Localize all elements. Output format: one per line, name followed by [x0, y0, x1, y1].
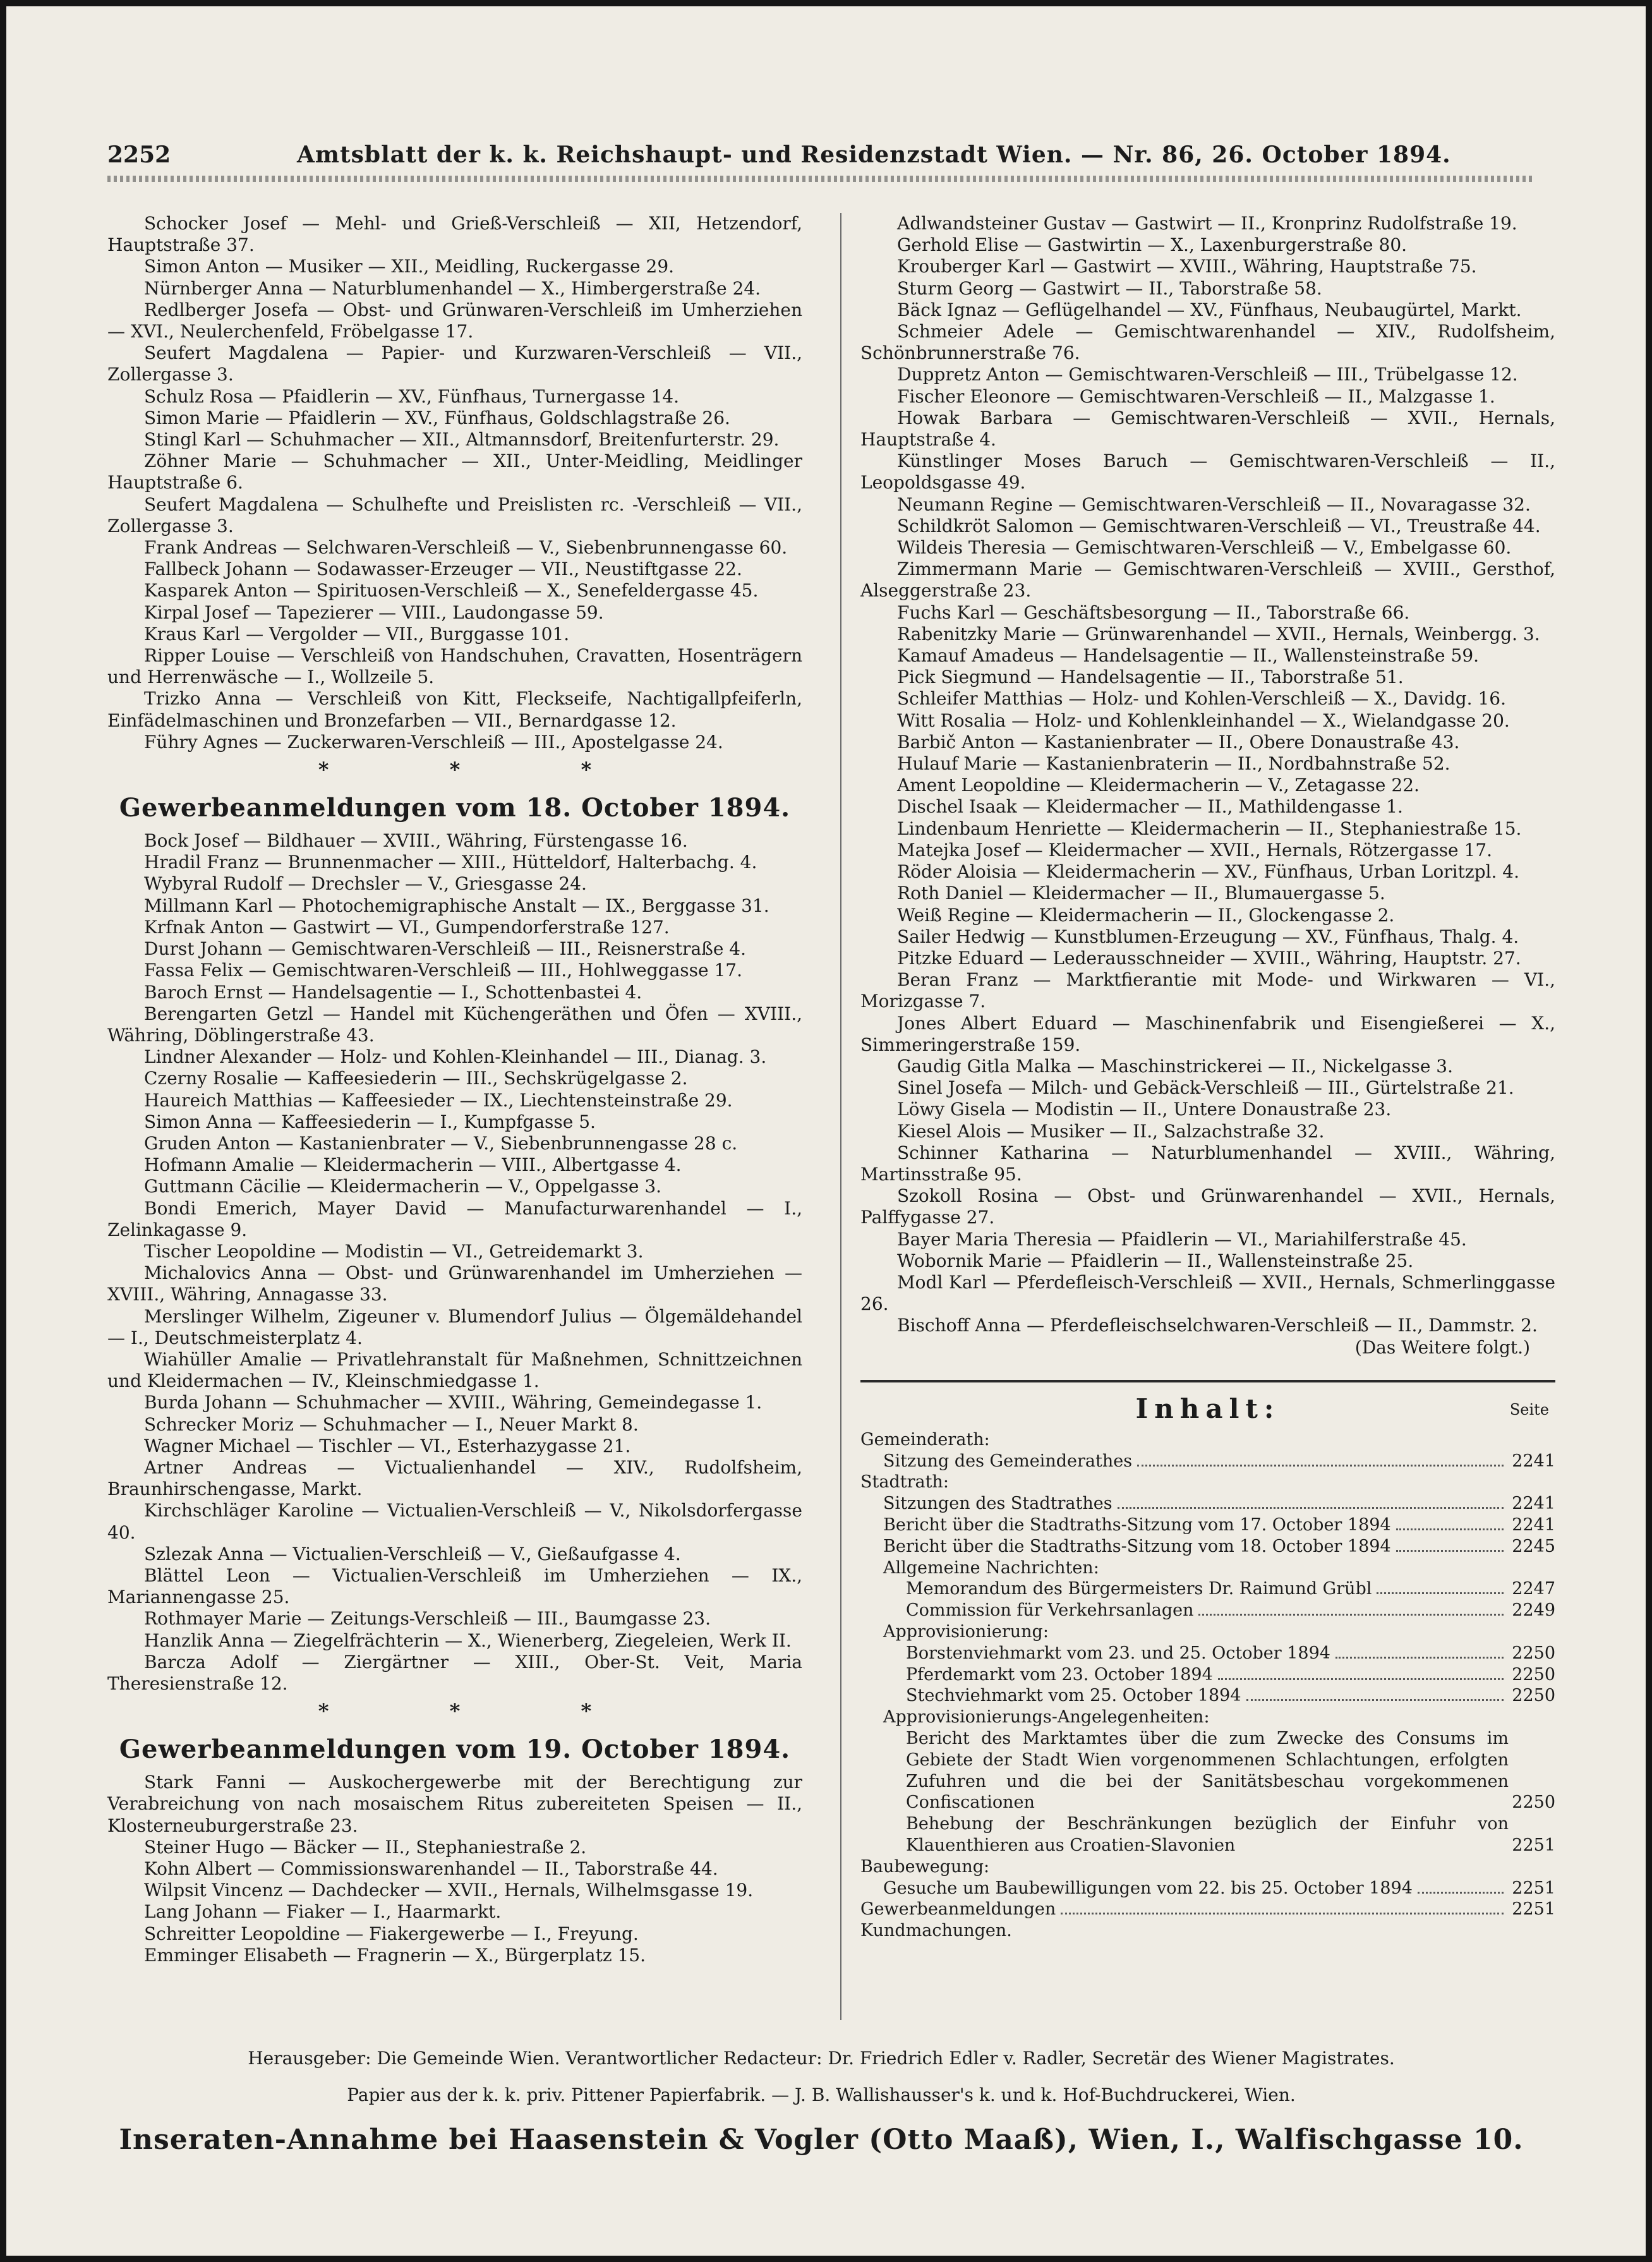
toc-item — [860, 1643, 1555, 1664]
notice-entry: Guttmann Cäcilie — Kleidermacherin — V., Oppelgasse 3. — [144, 1176, 662, 1197]
toc-item-title: Sitzungen des Stadtrathes — [883, 1494, 1112, 1514]
entry-list-19-october-right — [860, 213, 1555, 1337]
notice-entry: Szlezak Anna — Victualien-Verschleiß — V., Gießaufgasse 4. — [144, 1543, 681, 1564]
toc-item-page: 2250 — [1512, 1793, 1555, 1813]
toc-item — [860, 1685, 1555, 1707]
notice-entry: Wobornik Marie — Pfaidlerin — II., Wallensteinstraße 25. — [897, 1250, 1414, 1271]
toc-leader-dots — [1418, 1892, 1504, 1894]
toc-item — [860, 1493, 1555, 1515]
left-column — [107, 213, 802, 1966]
notice-entry: Bayer Maria Theresia — Pfaidlerin — VI., Mariahilferstraße 45. — [897, 1228, 1467, 1250]
toc-item — [860, 1664, 1555, 1686]
notice-entry: Kraus Karl — Vergolder — VII., Burggasse 101. — [144, 623, 570, 644]
toc-item-title: Bericht des Marktamtes über die zum Zwecke des Consums im Gebiete der Stadt Wien vorgenommenen Schlachtungen, erfolgten Zufuhren und die bei der Sanitätsbeschau vorgekommenen Confiscationen — [906, 1728, 1509, 1813]
toc-item-page: 2247 — [1512, 1579, 1555, 1599]
right-column — [860, 213, 1555, 1942]
notice-entry: Duppretz Anton — Gemischtwaren-Verschleiß — III., Trübelgasse 12. — [897, 364, 1518, 385]
notice-entry: Seufert Magdalena — Papier- und Kurzwaren-Verschleiß — VII., Zollergasse 3. — [107, 342, 802, 385]
table-of-contents — [860, 1429, 1555, 1942]
notice-entry: Barbič Anton — Kastanienbrater — II., Obere Donaustraße 43. — [897, 731, 1460, 753]
notice-entry: Millmann Karl — Photochemigraphische Anstalt — IX., Berggasse 31. — [144, 895, 769, 916]
notice-entry: Wagner Michael — Tischler — VI., Esterhazygasse 21. — [144, 1435, 631, 1456]
notice-entry: Baroch Ernst — Handelsagentie — I., Schottenbastei 4. — [144, 981, 642, 1003]
toc-item-page: 2250 — [1512, 1664, 1555, 1684]
notice-entry: Hulauf Marie — Kastanienbraterin — II., Nordbahnstraße 52. — [897, 753, 1450, 775]
notice-entry: Kasparek Anton — Spirituosen-Verschleiß — X., Senefeldergasse 45. — [144, 580, 759, 602]
notice-entry: Schrecker Moriz — Schuhmacher — I., Neuer Markt 8. — [144, 1413, 639, 1435]
notice-entry: Wildeis Theresia — Gemischtwaren-Verschleiß — V., Embelgasse 60. — [897, 537, 1512, 559]
toc-item — [860, 1813, 1555, 1856]
continued-note: (Das Weitere folgt.) — [1354, 1336, 1530, 1358]
toc-approvisionierung-items — [860, 1643, 1555, 1707]
notice-entry: Kohn Albert — Commissionswarenhandel — II., Taborstraße 44. — [144, 1858, 718, 1880]
notice-entry: Czerny Rosalie — Kaffeesiederin — III., Sechskrügelgasse 2. — [144, 1068, 688, 1089]
toc-stadtrath-items — [860, 1493, 1555, 1557]
toc-item-page: 2251 — [1512, 1835, 1555, 1855]
advertising-line: Inseraten-Annahme bei Haasenstein & Vogler (Otto Maaß), Wien, I., Walfischgasse 10. — [119, 2124, 1524, 2156]
toc-category-gemeinderath: Gemeinderath: — [860, 1429, 990, 1449]
notice-entry: Kamauf Amadeus — Handelsagentie — II., Wallensteinstraße 59. — [897, 645, 1480, 667]
toc-item-title: Bericht über die Stadtraths-Sitzung vom 18. October 1894 — [883, 1536, 1391, 1556]
toc-item — [860, 1451, 1555, 1472]
notice-entry: Howak Barbara — Gemischtwaren-Verschleiß — XVII., Hernals, Hauptstraße 4. — [860, 407, 1555, 451]
toc-item-page: 2251 — [1512, 1899, 1555, 1920]
toc-item-title: Gesuche um Baubewilligungen vom 22. bis 25. October 1894 — [883, 1878, 1413, 1898]
section-heading-19-october: Gewerbeanmeldungen vom 19. October 1894. — [119, 1734, 791, 1765]
toc-item — [860, 1578, 1555, 1600]
notice-entry: Frank Andreas — Selchwaren-Verschleiß — V., Siebenbrunnengasse 60. — [144, 537, 788, 559]
toc-category-stadtrath: Stadtrath: — [860, 1472, 949, 1492]
toc-item-page: 2250 — [1512, 1643, 1555, 1663]
notice-entry: Schleifer Matthias — Holz- und Kohlen-Verschleiß — X., Davidg. 16. — [897, 688, 1506, 710]
toc-item-page: 2241 — [1512, 1515, 1555, 1535]
toc-item-page: 2245 — [1512, 1536, 1555, 1556]
notice-entry: Wybyral Rudolf — Drechsler — V., Griesgasse 24. — [144, 873, 587, 895]
toc-item-title: Memorandum des Bürgermeisters Dr. Raimund Grübl — [906, 1579, 1372, 1599]
toc-item-title: Stechviehmarkt vom 25. October 1894 — [906, 1686, 1241, 1706]
toc-leader-dots — [1218, 1678, 1504, 1680]
toc-item-title: Behebung der Beschränkungen bezüglich der Einfuhr von Klauenthieren aus Croatien-Slavonien — [906, 1814, 1509, 1855]
toc-item-kundmachungen: Kundmachungen. — [860, 1921, 1012, 1941]
notice-entry: Sailer Hedwig — Kunstblumen-Erzeugung — XV., Fünfhaus, Thalg. 4. — [897, 926, 1519, 947]
toc-category-approvisionierung: Approvisionierung: — [883, 1621, 1049, 1642]
notice-entry: Berengarten Getzl — Handel mit Küchengeräthen und Öfen — XVIII., Währing, Döblingerstraße 43. — [107, 1003, 802, 1046]
notice-entry: Hanzlik Anna — Ziegelfrächterin — X., Wienerberg, Ziegeleien, Werk II. — [144, 1630, 792, 1651]
notice-entry: Simon Anna — Kaffeesiederin — I., Kumpfgasse 5. — [144, 1111, 596, 1132]
notice-entry: Witt Rosalia — Holz- und Kohlenkleinhandel — X., Wielandgasse 20. — [897, 710, 1510, 731]
notice-entry: Jones Albert Eduard — Maschinenfabrik und Eisengießerei — X., Simmeringerstraße 159. — [860, 1012, 1555, 1055]
notice-entry: Lindner Alexander — Holz- und Kohlen-Kleinhandel — III., Dianag. 3. — [144, 1046, 767, 1068]
notice-entry: Fallbeck Johann — Sodawasser-Erzeuger — VII., Neustiftgasse 22. — [144, 559, 742, 580]
notice-entry: Beran Franz — Marktfierantie mit Mode- und Wirkwaren — VI., Morizgasse 7. — [860, 969, 1555, 1012]
notice-entry: Zimmermann Marie — Gemischtwaren-Verschleiß — XVIII., Gersthof, Alseggerstraße 23. — [860, 559, 1555, 602]
toc-header — [860, 1389, 1555, 1429]
notice-entry: Michalovics Anna — Obst- und Grünwarenhandel im Umherziehen — XVIII., Währing, Annagasse 33. — [107, 1262, 802, 1305]
toc-leader-dots — [1061, 1913, 1504, 1914]
entry-list-19-october-left — [107, 1772, 802, 1966]
notice-entry: Kirchschläger Karoline — Victualien-Verschleiß — V., Nikolsdorfergasse 40. — [107, 1500, 802, 1543]
notice-entry: Schinner Katharina — Naturblumenhandel — XVIII., Währing, Martinsstraße 95. — [860, 1142, 1555, 1185]
notice-entry: Pick Siegmund — Handelsagentie — II., Taborstraße 51. — [897, 667, 1404, 688]
notice-entry: Kirpal Josef — Tapezierer — VIII., Laudongasse 59. — [144, 602, 604, 623]
notice-entry: Lindenbaum Henriette — Kleidermacherin — II., Stephaniestraße 15. — [897, 818, 1522, 839]
notice-entry: Roth Daniel — Kleidermacher — II., Blumauergasse 5. — [897, 883, 1385, 904]
notice-entry: Künstlinger Moses Baruch — Gemischtwaren-Verschleiß — II., Leopoldsgasse 49. — [860, 451, 1555, 493]
notice-entry: Bischoff Anna — Pferdefleischselchwaren-Verschleiß — II., Dammstr. 2. — [897, 1315, 1538, 1336]
toc-leader-dots — [1137, 1465, 1504, 1467]
notice-entry: Hradil Franz — Brunnenmacher — XIII., Hütteldorf, Halterbachg. 4. — [144, 852, 757, 873]
notice-entry: Schreitter Leopoldine — Fiakergewerbe — I., Freyung. — [144, 1923, 639, 1944]
toc-item-title: Gewerbeanmeldungen — [860, 1899, 1056, 1920]
notice-entry: Trizko Anna — Verschleiß von Kitt, Fleckseife, Nachtigallpfeiferln, Einfädelmaschinen und Bronzefarben — VII., Bernardgasse 12. — [107, 688, 802, 731]
toc-item-page: 2241 — [1512, 1451, 1555, 1471]
toc-category-baubewegung: Baubewegung: — [860, 1856, 990, 1877]
notice-entry: Fuchs Karl — Geschäftsbesorgung — II., Taborstraße 66. — [897, 602, 1410, 623]
notice-entry: Wiahüller Amalie — Privatlehranstalt für Maßnehmen, Schnittzeichnen und Kleidermachen — IV., Kleinschmiedgasse 1. — [107, 1348, 802, 1392]
notice-entry: Merslinger Wilhelm, Zigeuner v. Blumendorf Julius — Ölgemäldehandel — I., Deutschmeisterplatz 4. — [107, 1305, 802, 1348]
notice-entry: Ament Leopoldine — Kleidermacherin — V., Zetagasse 22. — [897, 775, 1420, 796]
notice-entry: Haureich Matthias — Kaffeesieder — IX., Liechtensteinstraße 29. — [144, 1089, 733, 1111]
notice-entry: Führy Agnes — Zuckerwaren-Verschleiß — III., Apostelgasse 24. — [144, 731, 723, 753]
section-separator-stars: * * * — [318, 758, 649, 782]
toc-item-title: Bericht über die Stadtraths-Sitzung vom 17. October 1894 — [883, 1515, 1391, 1535]
notice-entry: Emminger Elisabeth — Fragnerin — X., Bürgerplatz 15. — [144, 1944, 646, 1966]
notice-entry: Sinel Josefa — Milch- und Gebäck-Verschleiß — III., Gürtelstraße 21. — [897, 1077, 1514, 1099]
section-separator-stars: * * * — [318, 1699, 649, 1724]
notice-entry: Artner Andreas — Victualienhandel — XIV., Rudolfsheim, Braunhirschengasse, Markt. — [107, 1456, 802, 1500]
header-rule — [107, 176, 1535, 182]
publisher-line: Herausgeber: Die Gemeinde Wien. Verantwortlicher Redacteur: Dr. Friedrich Edler v. Radler, Secretär des Wiener Magistrates. — [248, 2048, 1395, 2069]
notice-entry: Modl Karl — Pferdefleisch-Verschleiß — XVII., Hernals, Schmerlinggasse 26. — [860, 1271, 1555, 1315]
notice-entry: Krfnak Anton — Gastwirt — VI., Gumpendorferstraße 127. — [144, 916, 670, 938]
notice-entry: Bondi Emerich, Mayer David — Manufacturwarenhandel — I., Zelinkagasse 9. — [107, 1197, 802, 1240]
toc-item-page: 2251 — [1512, 1878, 1555, 1898]
notice-entry: Blättel Leon — Victualien-Verschleiß im Umherziehen — IX., Mariannengasse 25. — [107, 1564, 802, 1608]
toc-leader-dots — [1198, 1614, 1504, 1616]
toc-rule — [860, 1380, 1555, 1382]
notice-entry: Steiner Hugo — Bäcker — II., Stephaniestraße 2. — [144, 1836, 587, 1858]
notice-entry: Bäck Ignaz — Geflügelhandel — XV., Fünfhaus, Neubaugürtel, Markt. — [897, 299, 1522, 320]
notice-entry: Burda Johann — Schuhmacher — XVIII., Währing, Gemeindegasse 1. — [144, 1392, 763, 1413]
notice-entry: Gaudig Gitla Malka — Maschinstrickerei — II., Nickelgasse 3. — [897, 1055, 1454, 1077]
notice-entry: Rothmayer Marie — Zeitungs-Verschleiß — III., Baumgasse 23. — [144, 1608, 711, 1630]
notice-entry: Gerhold Elise — Gastwirtin — X., Laxenburgerstraße 80. — [897, 234, 1408, 256]
toc-nachrichten-items — [860, 1578, 1555, 1621]
toc-item — [860, 1899, 1555, 1920]
section-heading-18-october: Gewerbeanmeldungen vom 18. October 1894. — [119, 793, 791, 823]
toc-item-page: 2250 — [1512, 1686, 1555, 1706]
intro-entry-list — [107, 213, 802, 753]
imprint-footer — [107, 2040, 1535, 2167]
notice-entry: Löwy Gisela — Modistin — II., Untere Donaustraße 23. — [897, 1099, 1392, 1120]
notice-entry: Simon Marie — Pfaidlerin — XV., Fünfhaus, Goldschlagstraße 26. — [144, 407, 730, 428]
notice-entry: Szokoll Rosina — Obst- und Grünwarenhandel — XVII., Hernals, Palffygasse 27. — [860, 1185, 1555, 1228]
toc-item-title: Pferdemarkt vom 23. October 1894 — [906, 1664, 1213, 1684]
toc-item — [860, 1878, 1555, 1899]
notice-entry: Pitzke Eduard — Lederausschneider — XVIII., Währing, Hauptstr. 27. — [897, 947, 1521, 969]
notice-entry: Stark Fanni — Auskochergewerbe mit der Berechtigung zur Verabreichung von nach mosaischem Ritus zubereiteten Speisen — II., Klosterneuburgerstraße 23. — [107, 1772, 802, 1836]
notice-entry: Fassa Felix — Gemischtwaren-Verschleiß — III., Hohlweggasse 17. — [144, 960, 743, 981]
notice-entry: Weiß Regine — Kleidermacherin — II., Glockengasse 2. — [897, 904, 1395, 926]
toc-leader-dots — [1377, 1592, 1504, 1594]
notice-entry: Bock Josef — Bildhauer — XVIII., Währing, Fürstengasse 16. — [144, 830, 688, 852]
masthead-title: Amtsblatt der k. k. Reichshaupt- und Residenzstadt Wien. — Nr. 86, 26. October 1894. — [297, 142, 1451, 168]
notice-entry: Röder Aloisia — Kleidermacherin — XV., Fünfhaus, Urban Loritzpl. 4. — [897, 861, 1519, 883]
notice-entry: Kiesel Alois — Musiker — II., Salzachstraße 32. — [897, 1120, 1325, 1142]
notice-entry: Matejka Josef — Kleidermacher — XVII., Hernals, Rötzergasse 17. — [897, 839, 1493, 861]
toc-item-page: 2241 — [1512, 1494, 1555, 1514]
notice-entry: Schildkröt Salomon — Gemischtwaren-Verschleiß — VI., Treustraße 44. — [897, 515, 1541, 536]
column-divider — [840, 213, 841, 2020]
toc-leader-dots — [1396, 1550, 1504, 1552]
notice-entry: Simon Anton — Musiker — XII., Meidling, Ruckergasse 29. — [144, 256, 675, 277]
notice-entry: Durst Johann — Gemischtwaren-Verschleiß — III., Reisnerstraße 4. — [144, 938, 747, 960]
toc-item — [860, 1515, 1555, 1536]
notice-entry: Schocker Josef — Mehl- und Grieß-Verschleiß — XII, Hetzendorf, Hauptstraße 37. — [107, 213, 802, 256]
notice-entry: Ripper Louise — Verschleiß von Handschuhen, Cravatten, Hosenträgern und Herrenwäsche — I., Wollzeile 5. — [107, 645, 802, 688]
notice-entry: Lang Johann — Fiaker — I., Haarmarkt. — [144, 1901, 502, 1923]
notice-entry: Nürnberger Anna — Naturblumenhandel — X., Himbergerstraße 24. — [144, 277, 761, 299]
toc-item-title: Sitzung des Gemeinderathes — [883, 1451, 1133, 1471]
toc-leader-dots — [1335, 1657, 1504, 1659]
notice-entry: Schulz Rosa — Pfaidlerin — XV., Fünfhaus, Turnergasse 14. — [144, 385, 679, 407]
notice-entry: Barcza Adolf — Ziergärtner — XIII., Ober-St. Veit, Maria Theresienstraße 12. — [107, 1651, 802, 1694]
toc-category-approvisionierungs-angelegenheiten: Approvisionierungs-Angelegenheiten: — [883, 1707, 1210, 1727]
notice-entry: Zöhner Marie — Schuhmacher — XII., Unter-Meidling, Meidlinger Hauptstraße 6. — [107, 451, 802, 493]
notice-entry: Redlberger Josefa — Obst- und Grünwaren-Verschleiß im Umherziehen — XVI., Neulerchenfeld, Fröbelgasse 17. — [107, 299, 802, 342]
notice-entry: Stingl Karl — Schuhmacher — XII., Altmannsdorf, Breitenfurterstr. 29. — [144, 429, 780, 451]
toc-leader-dots — [1118, 1507, 1504, 1509]
toc-title: Inhalt: — [1135, 1393, 1281, 1424]
notice-entry: Schmeier Adele — Gemischtwarenhandel — XIV., Rudolfsheim, Schönbrunnerstraße 76. — [860, 321, 1555, 364]
printer-line: Papier aus der k. k. priv. Pittener Papierfabrik. — J. B. Wallishausser's k. und k. Hof-Buchdruckerei, Wien. — [347, 2084, 1296, 2105]
notice-entry: Rabenitzky Marie — Grünwarenhandel — XVII., Hernals, Weinbergg. 3. — [897, 623, 1540, 644]
toc-leader-dots — [1396, 1528, 1504, 1530]
toc-leader-dots — [1246, 1699, 1504, 1701]
toc-item — [860, 1536, 1555, 1557]
notice-entry: Tischer Leopoldine — Modistin — VI., Getreidemarkt 3. — [144, 1240, 644, 1262]
notice-entry: Dischel Isaak — Kleidermacher — II., Mathildengasse 1. — [897, 796, 1403, 818]
toc-item-page: 2249 — [1512, 1600, 1555, 1621]
notice-entry: Hofmann Amalie — Kleidermacherin — VIII., Albertgasse 4. — [144, 1154, 682, 1176]
entry-list-18-october — [107, 830, 802, 1695]
notice-entry: Neumann Regine — Gemischtwaren-Verschleiß — II., Novaragasse 32. — [897, 493, 1531, 515]
newspaper-page — [6, 6, 1646, 2256]
notice-entry: Seufert Magdalena — Schulhefte und Preislisten rc. -Verschleiß — VII., Zollergasse 3. — [107, 493, 802, 536]
toc-page-label: Seite — [1509, 1400, 1549, 1418]
notice-entry: Wilpsit Vincenz — Dachdecker — XVII., Hernals, Wilhelmsgasse 19. — [144, 1880, 754, 1901]
page-number: 2252 — [107, 142, 171, 168]
toc-category-nachrichten: Allgemeine Nachrichten: — [883, 1557, 1099, 1578]
notice-entry: Fischer Eleonore — Gemischtwaren-Verschleiß — II., Malzgasse 1. — [897, 385, 1495, 407]
notice-entry: Krouberger Karl — Gastwirt — XVIII., Währing, Hauptstraße 75. — [897, 256, 1477, 277]
notice-entry: Gruden Anton — Kastanienbrater — V., Siebenbrunnengasse 28 c. — [144, 1132, 738, 1154]
notice-entry: Adlwandsteiner Gustav — Gastwirt — II., Kronprinz Rudolfstraße 19. — [897, 213, 1517, 234]
toc-item — [860, 1600, 1555, 1621]
toc-item — [860, 1728, 1555, 1813]
notice-entry: Sturm Georg — Gastwirt — II., Taborstraße 58. — [897, 277, 1322, 299]
toc-item-title: Commission für Verkehrsanlagen — [906, 1600, 1194, 1621]
toc-item-title: Borstenviehmarkt vom 23. und 25. October 1894 — [906, 1643, 1330, 1663]
masthead — [107, 136, 1535, 174]
